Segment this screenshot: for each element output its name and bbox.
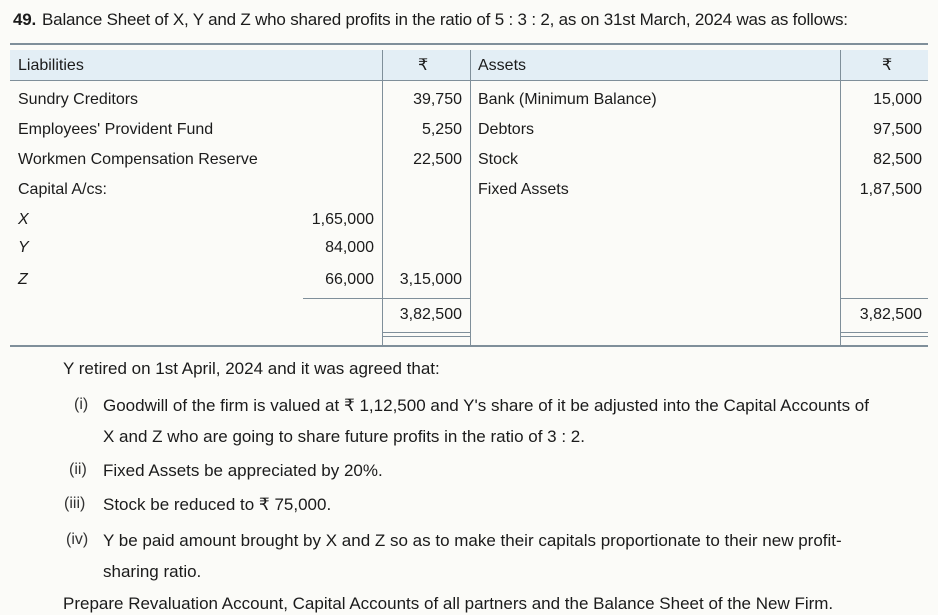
capital-amount: 84,000 [325,239,374,256]
total-assets: 3,82,500 [859,306,922,323]
capital-partner: X [18,211,29,228]
capital-amount: 66,000 [325,271,374,288]
asset-total-rule [840,298,928,299]
asset-total-underline [840,332,928,333]
term-text: Stock be reduced to ₹ 75,000. [103,495,332,514]
total-liabilities: 3,82,500 [399,306,462,323]
liability-label: Workmen Compensation Reserve [18,151,258,168]
question-number: 49. [13,10,37,29]
terms-intro: Y retired on 1st April, 2024 and it was agreed that: [63,359,440,378]
divider-middle [470,50,471,345]
term-number: (i) [74,396,89,413]
asset-amount: 97,500 [873,121,922,138]
bottom-border [10,345,928,347]
asset-total-underline [840,336,928,337]
term-text: Y be paid amount brought by X and Z so as to make their capitals proportionate to their new profit- [103,531,842,550]
term-number: (iv) [66,531,89,548]
liab-total-rule [382,298,470,299]
header-rupee-assets: ₹ [882,57,893,74]
asset-label: Bank (Minimum Balance) [478,91,657,108]
asset-amount: 82,500 [873,151,922,168]
capital-partner: Y [18,239,29,256]
capital-partner: Z [18,271,28,288]
asset-label: Fixed Assets [478,181,569,198]
header-assets: Assets [478,57,527,74]
liability-label: Capital A/cs: [18,181,107,198]
liability-label: Employees' Provident Fund [18,121,214,138]
term-text: Goodwill of the firm is valued at ₹ 1,12,500 and Y's share of it be adjusted into the Capital Accounts of [103,396,869,415]
balance-sheet-table [10,43,928,347]
liability-amount: 39,750 [413,91,462,108]
table-header [10,50,928,80]
instruction: Prepare Revaluation Account, Capital Accounts of all partners and the Balance Sheet of the New Firm. [63,594,834,613]
header-rule [10,80,928,81]
question-heading [13,10,848,30]
subtotal-rule [303,298,382,299]
asset-label: Stock [478,151,519,168]
header-rupee-liabilities: ₹ [418,57,429,74]
term-text-cont: sharing ratio. [103,562,202,581]
term-number: (ii) [69,461,87,478]
question-text: Balance Sheet of X, Y and Z who shared profits in the ratio of 5 : 3 : 2, as on 31st March, 2024 was as follows: [42,10,848,29]
asset-amount: 1,87,500 [859,181,922,198]
header-liabilities: Liabilities [18,57,84,74]
capital-amount: 1,65,000 [311,211,374,228]
liability-label: Sundry Creditors [18,91,139,108]
asset-label: Debtors [478,121,535,138]
term-text-cont: X and Z who are going to share future profits in the ratio of 3 : 2. [103,427,585,446]
liab-total-underline [382,332,470,333]
liab-total-underline [382,336,470,337]
liability-amount: 22,500 [413,151,462,168]
term-text: Fixed Assets be appreciated by 20%. [103,461,383,480]
capital-total: 3,15,000 [399,271,462,288]
liability-amount: 5,250 [421,121,462,138]
asset-amount: 15,000 [873,91,922,108]
top-border [10,43,928,45]
term-number: (iii) [64,495,86,512]
